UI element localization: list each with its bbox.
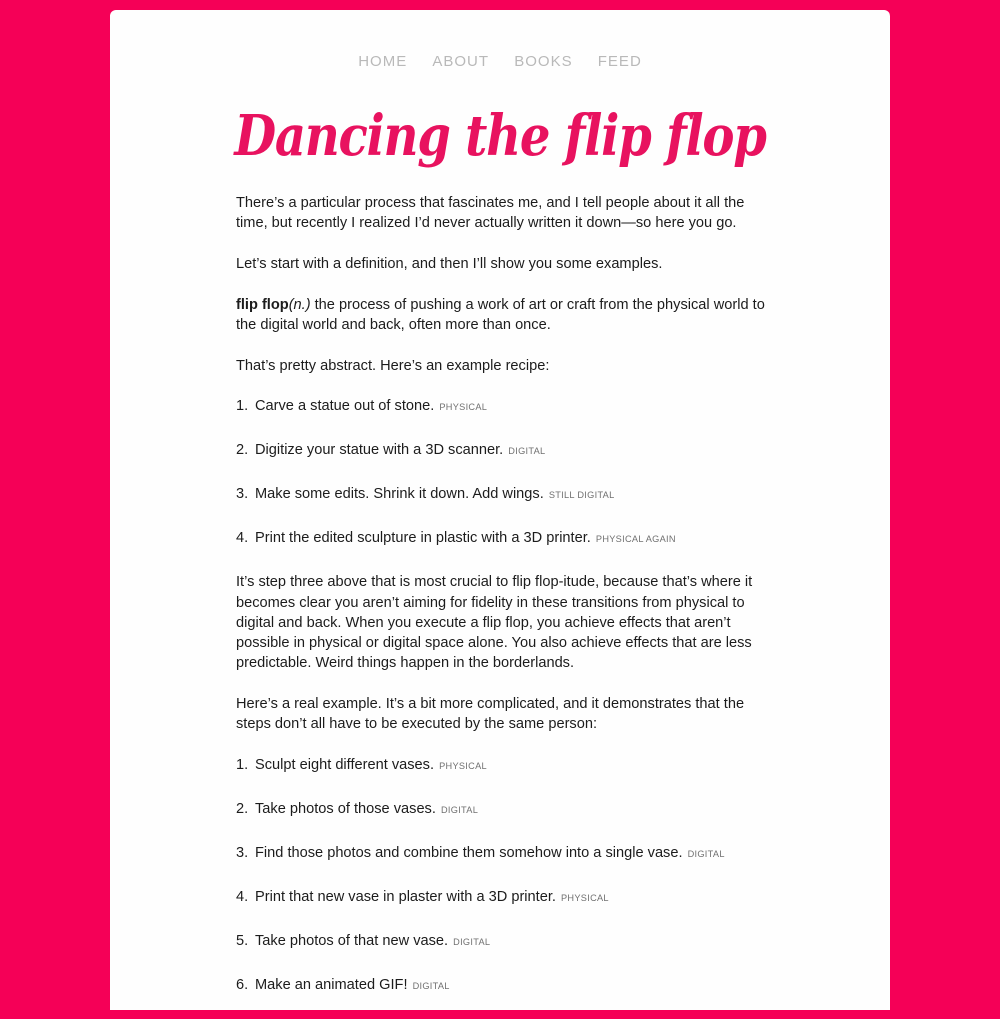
recipe-intro-paragraph: That’s pretty abstract. Here’s an example recipe: <box>236 357 550 374</box>
list-item-text: Carve a statue out of stone. <box>255 398 439 415</box>
nav-about-link[interactable]: ABOUT <box>432 53 490 70</box>
list-item-number: 4. <box>236 530 249 547</box>
content-card <box>110 10 890 1010</box>
list-item-text: Make some edits. Shrink it down. Add wings. <box>255 486 548 503</box>
list-item-text: Make an animated GIF! <box>255 977 412 994</box>
list-item-number: 3. <box>236 486 249 503</box>
definition-text: the process of pushing a work of art or craft from the physical world to the digital world and back, often more than once. <box>236 296 765 333</box>
step-tag: PHYSICAL AGAIN <box>595 534 676 545</box>
nav-home-link[interactable]: HOME <box>358 53 408 70</box>
step-tag: STILL DIGITAL <box>548 490 615 501</box>
list-item <box>236 528 766 549</box>
step-tag: PHYSICAL <box>561 893 609 904</box>
real-steps-list <box>236 755 766 996</box>
list-item <box>236 396 766 417</box>
list-item <box>236 887 766 908</box>
intro-paragraph-2: Let’s start with a definition, and then I’ll show you some examples. <box>236 255 663 272</box>
definition-paragraph <box>236 295 766 336</box>
step-tag: DIGITAL <box>412 981 450 992</box>
list-item-text: Digitize your statue with a 3D scanner. <box>255 442 508 459</box>
nav-books-link[interactable]: BOOKS <box>514 53 573 70</box>
real-example-intro-paragraph: Here’s a real example. It’s a bit more complicated, and it demonstrates that the steps don’t all have to be executed by the same person: <box>236 696 745 733</box>
step-tag: DIGITAL <box>508 446 546 457</box>
step-tag: DIGITAL <box>687 849 725 860</box>
nav-feed-link[interactable]: FEED <box>597 53 642 70</box>
list-item-text: Take photos of that new vase. <box>255 933 453 950</box>
list-item <box>236 799 766 820</box>
list-item-number: 4. <box>236 889 249 906</box>
list-item-text: Find those photos and combine them somehow into a single vase. <box>255 845 687 862</box>
analysis-paragraph: It’s step three above that is most crucial to flip flop-itude, because that’s where it becomes clear you aren’t aiming for fidelity in these transitions from physical to digital and back. When you execute a flip flop, you achieve effects that aren’t possible in physical or digital space alone. You also achieve effects that are less predictable. Weird things happen in the borderlands. <box>236 574 753 672</box>
list-item-text: Print that new vase in plaster with a 3D printer. <box>255 889 560 906</box>
list-item <box>236 931 766 952</box>
recipe-steps-list <box>236 396 766 549</box>
top-nav <box>110 53 890 70</box>
list-item <box>236 975 766 996</box>
list-item <box>236 484 766 505</box>
definition-term: flip flop <box>236 296 289 313</box>
list-item <box>236 843 766 864</box>
list-item-text: Take photos of those vases. <box>255 801 440 818</box>
list-item-number: 2. <box>236 442 249 459</box>
list-item-text: Sculpt eight different vases. <box>255 757 439 774</box>
step-tag: DIGITAL <box>440 805 479 816</box>
list-item-number: 5. <box>236 933 249 950</box>
list-item-number: 1. <box>236 757 249 774</box>
page-title: Dancing the flip flop <box>234 103 766 169</box>
list-item <box>236 440 766 461</box>
list-item-text: Print the edited sculpture in plastic with a 3D printer. <box>255 530 595 547</box>
step-tag: PHYSICAL <box>439 402 488 413</box>
step-tag: PHYSICAL <box>439 761 487 772</box>
article-body <box>236 193 766 1019</box>
list-item <box>236 755 766 776</box>
definition-part-of-speech: (n.) <box>288 296 311 313</box>
list-item-number: 6. <box>236 977 249 994</box>
step-tag: DIGITAL <box>453 937 491 948</box>
list-item-number: 2. <box>236 801 249 818</box>
list-item-number: 1. <box>236 398 249 415</box>
list-item-number: 3. <box>236 845 249 862</box>
intro-paragraph: There’s a particular process that fascinates me, and I tell people about it all the time, but recently I realized I’d never actually written it down—so here you go. <box>236 195 745 232</box>
